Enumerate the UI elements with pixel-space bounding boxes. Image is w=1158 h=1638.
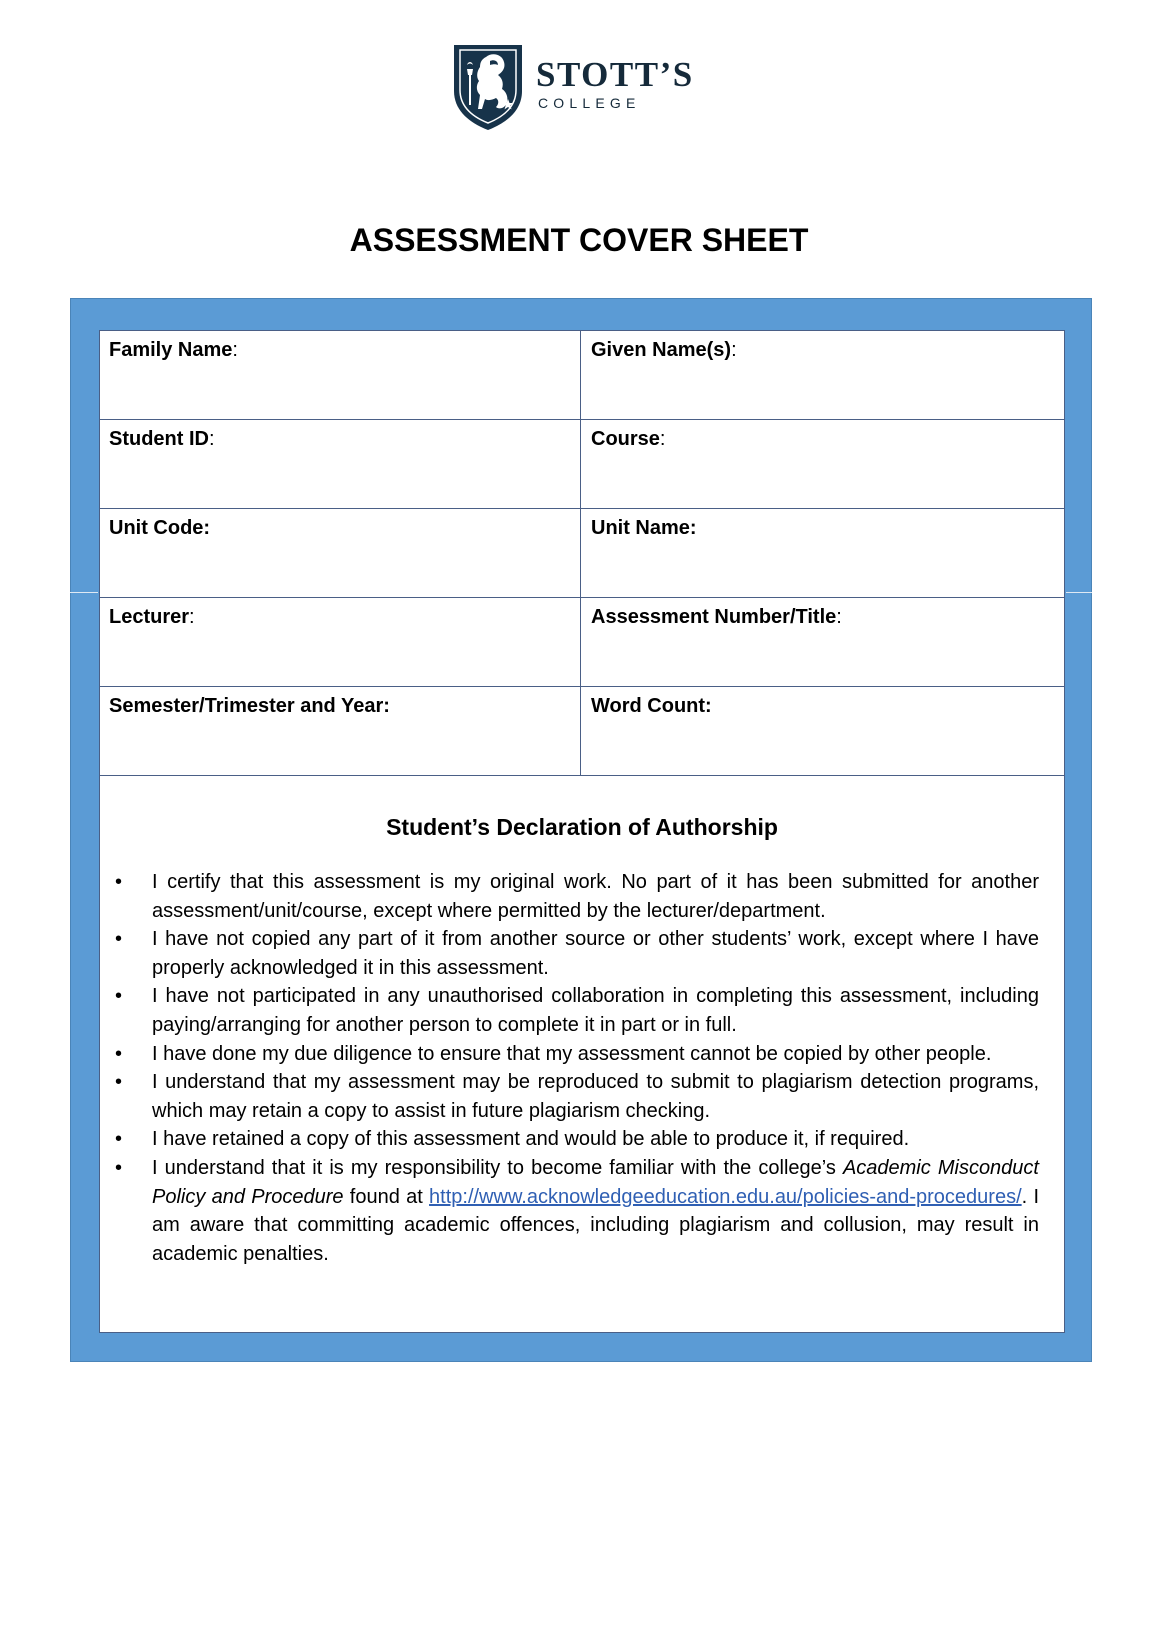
field-label: Family Name [109, 339, 233, 361]
course-field[interactable] [581, 420, 1064, 508]
unit-name-field[interactable] [581, 509, 1064, 597]
student-details-table [100, 331, 1064, 776]
given-names-field[interactable] [581, 331, 1064, 419]
lion-crest-icon [452, 43, 524, 131]
field-label-suffix: : [209, 428, 215, 450]
student-id-field[interactable] [100, 420, 581, 508]
list-item [115, 1154, 1039, 1268]
field-label-suffix: : [731, 339, 737, 361]
field-label: Semester/Trimester and Year: [109, 695, 390, 717]
field-label-suffix: : [659, 428, 666, 450]
declaration-title: Student’s Declaration of Authorship [386, 814, 778, 840]
page-title: ASSESSMENT COVER SHEET [349, 222, 809, 258]
bullet-icon: • [115, 985, 123, 1008]
field-label-suffix: : [836, 606, 842, 628]
list-item [115, 925, 1039, 982]
list-item [115, 1125, 1039, 1154]
declaration-list [115, 868, 1039, 1268]
bullet-icon: • [115, 928, 123, 951]
word-count-field[interactable] [581, 687, 1064, 775]
declaration-text-post: . I am aware that committing academic offences, including plagiarism and collusion, may result in academic penalties. [152, 1185, 1039, 1265]
declaration-text: I have done my due diligence to ensure that my assessment cannot be copied by other people. [152, 1042, 992, 1065]
assessment-title-field[interactable] [581, 598, 1064, 686]
list-item [115, 868, 1039, 925]
field-label: Student ID [109, 428, 209, 450]
field-label: Given Name(s) [591, 339, 732, 361]
field-label-suffix: : [189, 606, 195, 628]
table-row [100, 420, 1064, 509]
brand-name: STOTT’S [536, 55, 694, 94]
bullet-icon: • [115, 1071, 123, 1094]
table-row [100, 509, 1064, 598]
semester-year-field[interactable] [100, 687, 581, 775]
family-name-field[interactable] [100, 331, 581, 419]
declaration-text-mid: found at [343, 1185, 430, 1208]
field-label: Unit Code: [109, 517, 211, 539]
bullet-icon: • [115, 1128, 123, 1151]
frame-divider-right [1066, 592, 1092, 593]
lecturer-field[interactable] [100, 598, 581, 686]
policy-title: Academic Misconduct Policy and Procedure [152, 1156, 1039, 1208]
bullet-icon: • [115, 1042, 123, 1065]
table-row [100, 331, 1064, 420]
field-label-suffix: : [232, 339, 238, 361]
cover-sheet [99, 330, 1065, 1333]
field-label: Unit Name: [591, 517, 697, 539]
field-label: Course [591, 428, 660, 450]
field-label: Word Count: [591, 695, 712, 717]
declaration-text: I have not copied any part of it from another source or other students’ work, except where I have properly acknowledged it in this assessment. [152, 928, 1039, 979]
table-row [100, 598, 1064, 687]
declaration-text: I have not participated in any unauthorised collaboration in completing this assessment, including paying/arranging for another person to complete it in part or in full. [152, 985, 1039, 1036]
declaration-text-pre: I understand that it is my responsibility to become familiar with the college’s [152, 1156, 843, 1179]
brand-subtitle: COLLEGE [538, 95, 641, 111]
bullet-icon: • [115, 1156, 123, 1179]
table-row [100, 687, 1064, 776]
frame-divider-left [70, 592, 98, 593]
list-item [115, 1040, 1039, 1069]
field-label: Lecturer [109, 606, 190, 628]
declaration-text: I have retained a copy of this assessment and would be able to produce it, if required. [152, 1128, 910, 1151]
list-item [115, 1068, 1039, 1125]
field-label: Assessment Number/Title [591, 606, 837, 628]
declaration-text: I understand that my assessment may be reproduced to submit to plagiarism detection programs, which may retain a copy to assist in future plagiarism checking. [152, 1071, 1039, 1122]
bullet-icon: • [115, 871, 123, 893]
declaration-text: I certify that this assessment is my original work. No part of it has been submitted for another assessment/unit/course, except where permitted by the lecturer/department. [152, 871, 1039, 922]
college-logo [452, 43, 732, 131]
unit-code-field[interactable] [100, 509, 581, 597]
policies-link[interactable]: http://www.acknowledgeeducation.edu.au/policies-and-procedures/ [429, 1185, 1022, 1208]
list-item [115, 982, 1039, 1039]
